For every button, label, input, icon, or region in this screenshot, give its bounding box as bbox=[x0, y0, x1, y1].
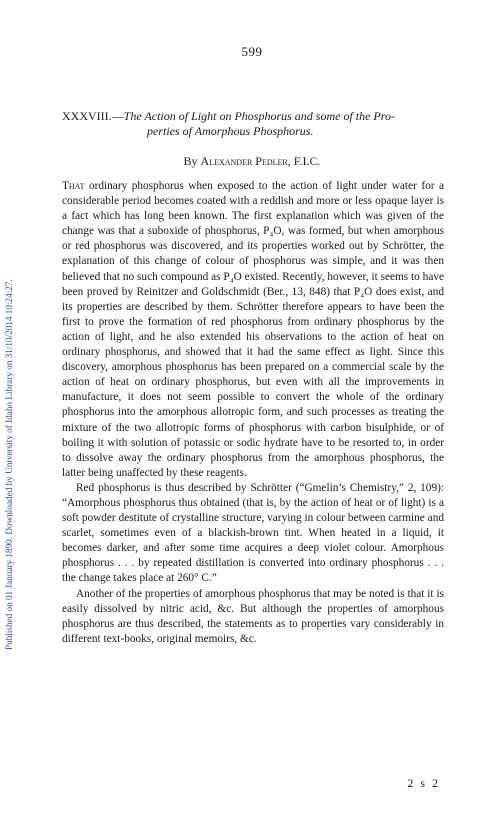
article-number: XXXVIII. bbox=[62, 109, 112, 123]
paragraph-3: Another of the properties of amorphous phosphorus that may be noted is that it is easily dissolved by nitric acid, &c. But although the properties of amorphous phosphorus are thus described, the statements as to properties vary considerably in different text-books, original memoirs, &c. bbox=[62, 587, 444, 645]
heading-dash: — bbox=[111, 109, 124, 123]
author-name: Alexander Pedler bbox=[200, 154, 288, 168]
article-body bbox=[62, 179, 444, 647]
paragraph-2: Red phosphorus is thus described by Schrötter (“Gmelin’s Chemistry,” 2, 109): “Amorphous phosphorus thus obtained (that is, by the action of heat or of light) is a soft powder destitute of crystalline structure, varying in colour between carmine and scarlet, sometimes even of a blackish-brown tint. When heated in a liquid, it becomes darker, and after some time acquires a deep violet colour. Amorphous phosphorus . . . by repeated distillation is converted into ordinary phosphorus . . . the change takes place at 260° C.” bbox=[62, 481, 444, 585]
paragraph-1 bbox=[62, 179, 444, 481]
article-title-line1: The Action of Light on Phosphorus and some of the Pro- bbox=[123, 109, 395, 123]
byline-prefix: By bbox=[183, 154, 201, 168]
signature-mark: 2 s 2 bbox=[407, 776, 440, 790]
paragraph-1-lead: That bbox=[62, 180, 85, 192]
article-title-line2: perties of Amorphous Phosphorus. bbox=[147, 124, 314, 138]
page-number: 599 bbox=[241, 44, 263, 59]
paragraph-1-text: ordinary phosphorus when exposed to the action of light under water for a considerable period becomes coated with a reddish and more or less opaque layer is a fact which has long been known. The first explanation which was given of the change was that a suboxide of phosphorus, P₄O, was formed, but when amorphous or red phosphorus was discovered, and its properties worked out by Schrötter, the explanation of this change of colour of phosphorus was simple, and it was then believed that no such compound as P₄O existed. Recently, however, it seems to have been proved by Reinitzer and Goldschmidt (Ber., 13, 848) that P₄O does exist, and its properties are described by them. Schrötter therefore appears to have been the first to prove the formation of red phosphorus from ordinary phosphorus by the action of light, and he also extended his observations to the action of heat on ordinary phosphorus, and showed that it had the same effect as light. Since this discovery, amorphous phosphorus has been prepared on a commercial scale by the action of heat on ordinary phosphorus, but even with all the improvements in manufacture, it does not seem possible to convert the whole of the ordinary phosphorus into the amorphous allotropic form, and such processes as treating the mixture of the two allotropic forms of phosphorus with carbon bisulphide, or of boiling it with solution of potassic or sodic hydrate have to be resorted to, in order to dissolve away the ordinary phosphorus from the amorphous phosphorus, the latter being unaffected by these reagents. bbox=[62, 180, 444, 479]
article-heading bbox=[62, 109, 446, 139]
author-credentials: , F.I.C. bbox=[287, 154, 321, 168]
download-notice-text: Published on 01 January 1890. Downloaded by University of Idaho Library on 31/10/2014 10:24:27. bbox=[4, 279, 14, 650]
author-byline bbox=[0, 154, 504, 169]
